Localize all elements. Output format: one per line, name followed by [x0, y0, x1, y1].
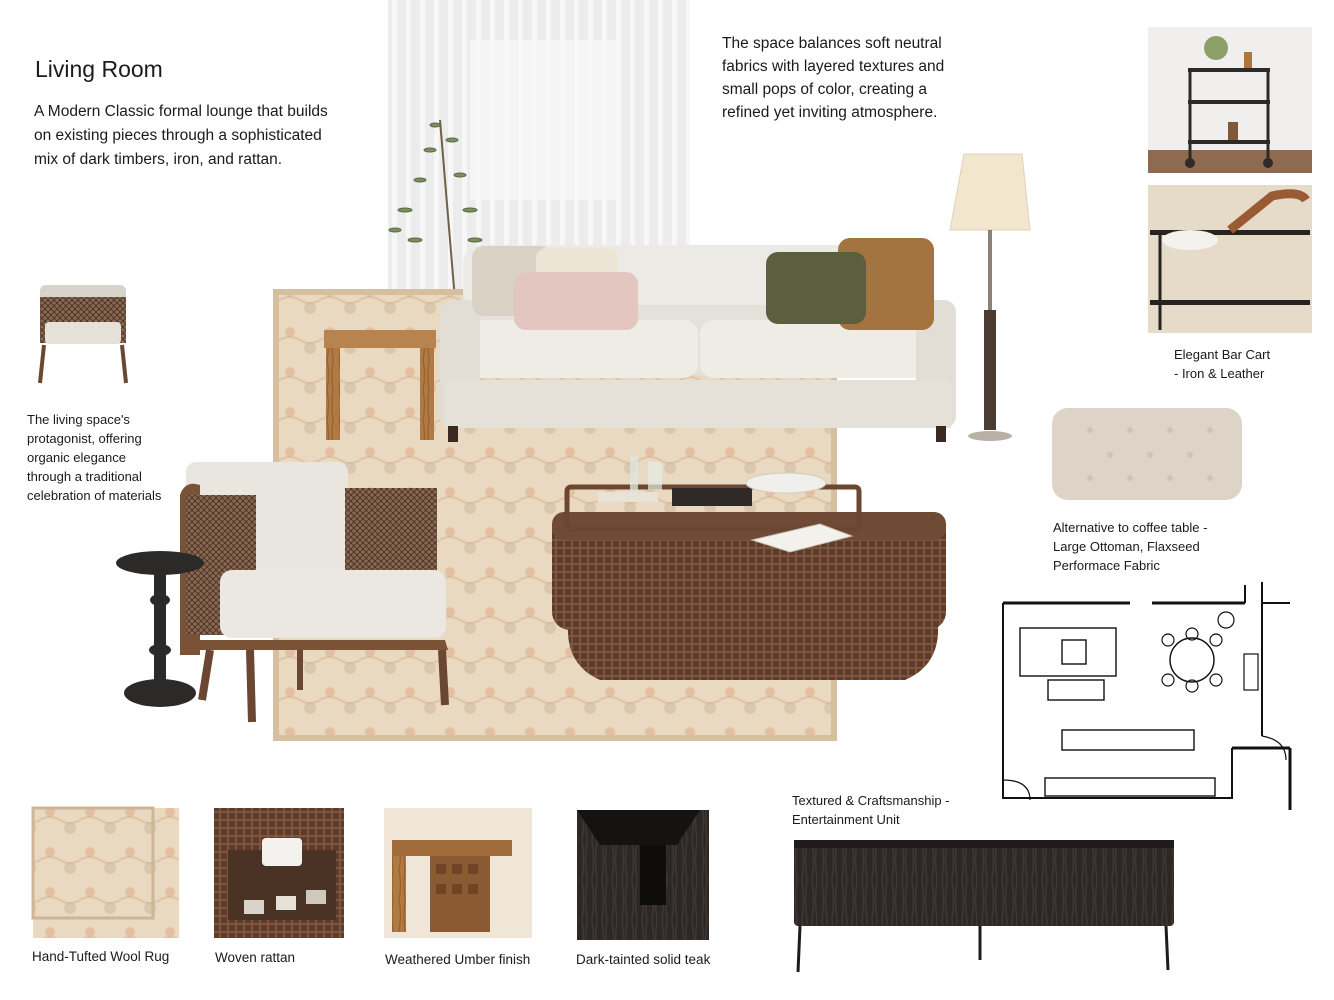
armchair-thumbnail	[40, 285, 126, 383]
board-blurb: The space balances soft neutral fabrics with layered textures and small pops of color, creating a refined yet inviting atmosphere.	[722, 35, 945, 121]
swatch-teak	[577, 810, 709, 940]
ottoman-note: Alternative to coffee table - Large Ottoman, Flaxseed Performace Fabric	[1053, 520, 1208, 573]
swatch-label-rug: Hand-Tufted Wool Rug	[32, 949, 170, 964]
board-title: Living Room	[35, 56, 163, 82]
bar-cart-note-line2: - Iron & Leather	[1174, 366, 1265, 381]
bar-cart-image	[1148, 27, 1312, 173]
bar-cart-detail-image	[1148, 185, 1312, 333]
swatch-umber	[384, 808, 532, 938]
swatch-rattan	[214, 808, 344, 938]
bar-cart-note-line1: Elegant Bar Cart	[1174, 347, 1271, 362]
swatch-label-rattan: Woven rattan	[215, 950, 296, 965]
armchair-note: The living space's protagonist, offering organic elegance through a traditional celebration of materials	[27, 412, 162, 503]
board-intro: A Modern Classic formal lounge that builds on existing pieces through a sophisticated mix of dark timbers, iron, and rattan.	[34, 103, 328, 168]
sofa-image	[440, 238, 956, 442]
floor-lamp-image	[950, 154, 1030, 441]
swatch-label-teak: Dark-tainted solid teak	[576, 952, 711, 967]
entertainment-note-line1: Textured & Craftsmanship -	[792, 793, 950, 808]
entertainment-note-line2: Entertainment Unit	[792, 812, 900, 827]
swatch-rug	[33, 808, 179, 938]
floor-plan-image	[1003, 582, 1290, 810]
entertainment-unit-image	[794, 840, 1174, 972]
swatch-label-umber: Weathered Umber finish	[385, 952, 531, 967]
ottoman-image	[1052, 408, 1242, 500]
